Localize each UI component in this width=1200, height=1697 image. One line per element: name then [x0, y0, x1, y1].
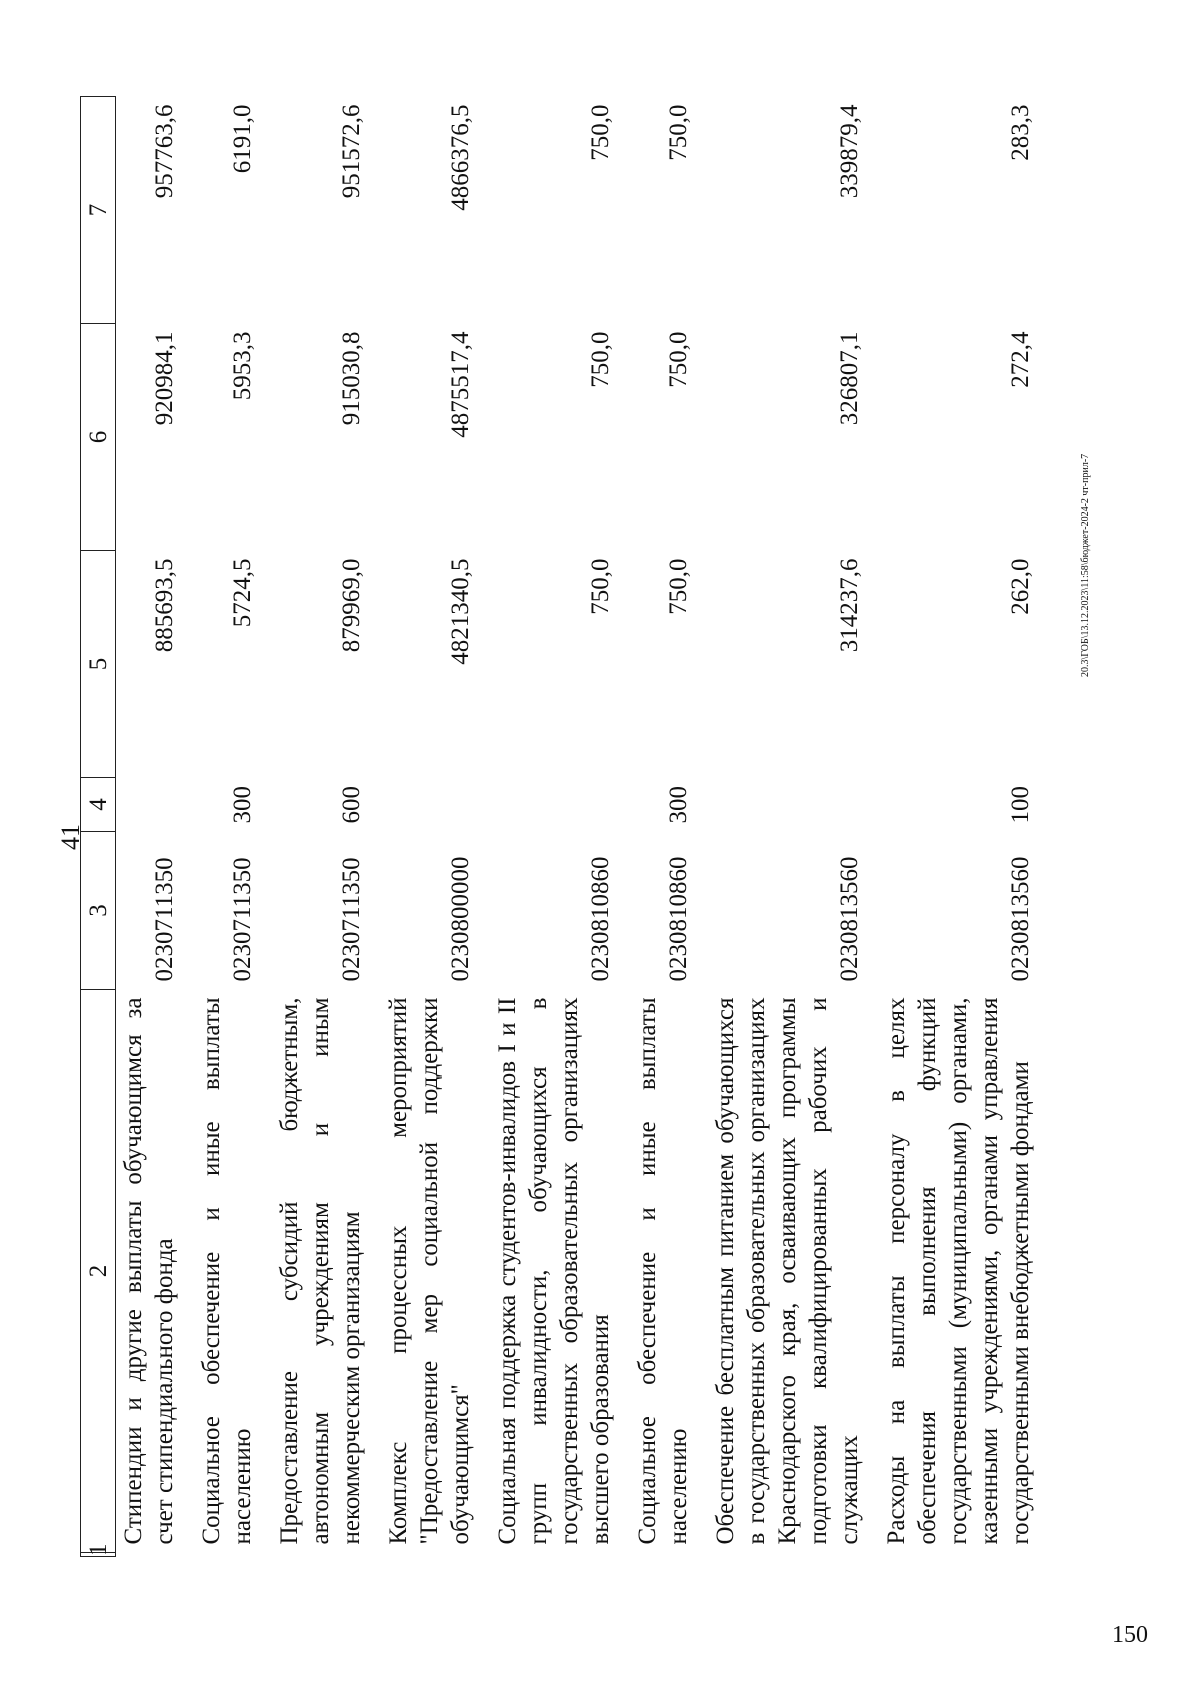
row-type: 300	[665, 786, 692, 824]
header-cell: 1	[81, 1553, 116, 1557]
row-name: Социальное обеспечение и иные выплаты населению	[198, 997, 256, 1545]
row-value-6: 272,4	[1007, 331, 1034, 388]
row-value-7: 4866376,5	[447, 104, 474, 211]
header-cell: 7	[81, 97, 116, 324]
row-type	[698, 778, 869, 832]
page-number: 150	[1112, 1622, 1148, 1648]
row-name: Предоставление субсидий бюджетным, автономным учреждениям и иным некоммерческим организациям	[276, 997, 365, 1545]
sheet-number: 41	[56, 824, 85, 850]
row-value-7: 957763,6	[151, 104, 178, 199]
row-value-6: 750,0	[587, 331, 614, 388]
row-value-7: 951572,6	[338, 104, 365, 199]
row-name: Комплекс процессных мероприятий "Предоставление мер социальной поддержки обучающимся"	[385, 997, 474, 1545]
row-value-5: 879969,0	[338, 558, 365, 653]
row-value-6: 4875517,4	[447, 331, 474, 438]
row-value-5: 4821340,5	[447, 558, 474, 665]
row-name: Расходы на выплаты персоналу в целях обеспечения выполнения функций государственными (муниципальными) органами, казенными учреждениями, органами управления государственными внебюджетными фондами	[883, 997, 1034, 1545]
row-code: 0230800000	[447, 856, 474, 982]
table-row	[869, 97, 1040, 1557]
row-value-5: 262,0	[1007, 558, 1034, 615]
header-cell: 6	[81, 324, 116, 551]
row-type: 300	[229, 786, 256, 824]
row-type	[371, 778, 480, 832]
row-value-6: 920984,1	[151, 331, 178, 426]
row-value-7: 750,0	[665, 104, 692, 161]
row-type: 600	[338, 786, 365, 824]
table-row	[620, 97, 698, 1557]
row-name: Социальная поддержка студентов-инвалидов I и II групп инвалидности, обучающихся в государственных образовательных организациях высшего образования	[494, 997, 614, 1545]
budget-table	[80, 96, 1040, 1557]
table-row	[371, 97, 480, 1557]
row-value-6: 750,0	[665, 331, 692, 388]
table-row	[480, 97, 620, 1557]
row-value-7: 339879,4	[836, 104, 863, 199]
row-value-5: 750,0	[587, 558, 614, 615]
row-value-5: 750,0	[665, 558, 692, 615]
row-code: 0230813560	[1007, 856, 1034, 982]
row-code: 0230711350	[229, 857, 256, 982]
row-code: 0230810860	[665, 856, 692, 982]
row-value-5: 314237,6	[836, 558, 863, 653]
row-name: Стипендии и другие выплаты обучающимся за счет стипендиального фонда	[120, 997, 178, 1545]
row-code: 0230711350	[338, 857, 365, 982]
table-row	[184, 97, 262, 1557]
header-cell: 5	[81, 551, 116, 778]
row-value-5: 885693,5	[151, 558, 178, 653]
row-value-7: 750,0	[587, 104, 614, 161]
footer-code: 20.3\ГОБ\13.12.2023\11:58\бюджет-2024-2 чт-прил-7	[1080, 453, 1091, 677]
row-value-6: 326807,1	[836, 331, 863, 426]
row-type: 100	[1007, 786, 1034, 824]
table-row	[262, 97, 371, 1557]
header-cell: 4	[81, 778, 116, 832]
row-value-6: 915030,8	[338, 331, 365, 426]
row-name: Социальное обеспечение и иные выплаты населению	[634, 997, 692, 1545]
header-row	[81, 97, 116, 1557]
row-code: 0230810860	[587, 856, 614, 982]
row-code: 0230711350	[151, 857, 178, 982]
row-type	[116, 778, 185, 832]
row-type	[480, 778, 620, 832]
row-name: Обеспечение бесплатным питанием обучающихся в государственных образовательных организациях Краснодарского края, осваивающих программы подготовки квалифицированных рабочих и служащих	[712, 997, 863, 1545]
row-value-5: 5724,5	[229, 558, 256, 628]
table-row	[116, 97, 185, 1557]
row-code: 0230813560	[836, 856, 863, 982]
row-value-7: 6191,0	[229, 104, 256, 174]
header-cell: 3	[81, 832, 116, 990]
table-row	[698, 97, 869, 1557]
header-cell: 2	[81, 990, 116, 1553]
row-value-6: 5953,3	[229, 331, 256, 401]
row-value-7: 283,3	[1007, 104, 1034, 161]
